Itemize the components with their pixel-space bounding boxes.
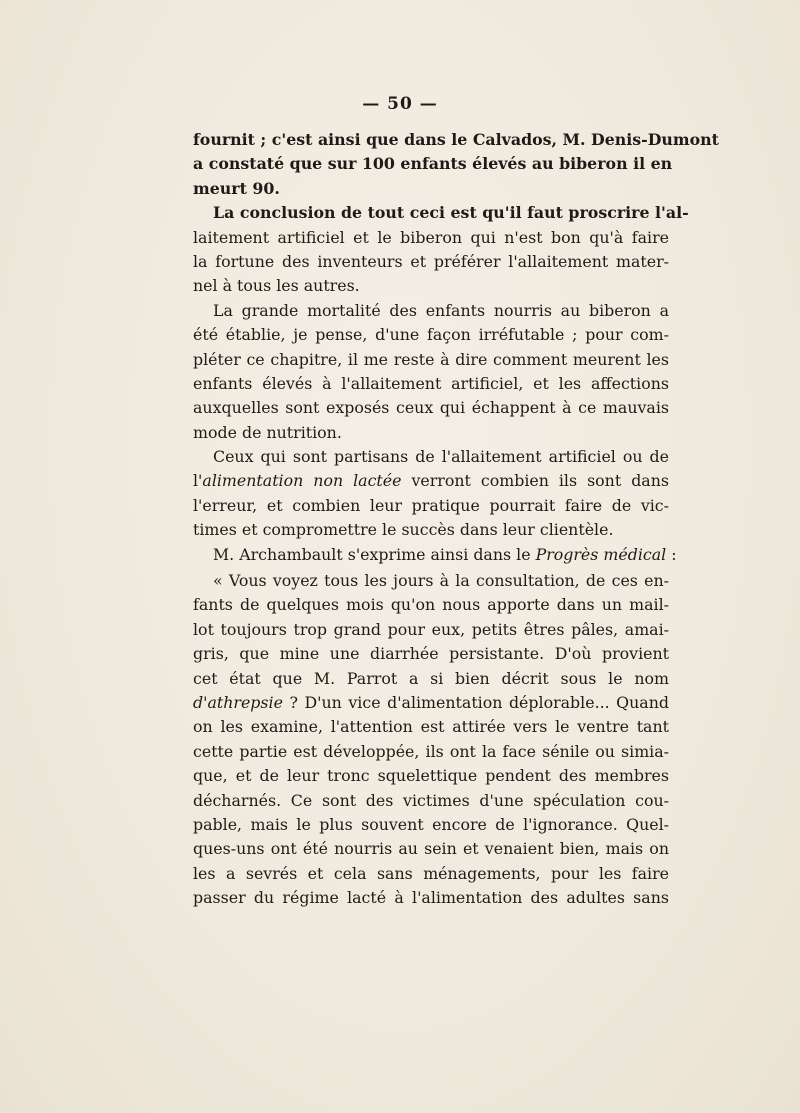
text-line: meurt 90.	[193, 178, 280, 198]
journal-title: Progrès médical	[535, 544, 667, 564]
text-line: passer du régime lacté à l'alimentation des adultes sans	[193, 888, 669, 908]
text-span: M. Archambault s'exprime ainsi dans le	[213, 544, 536, 564]
text-line: Ceux qui sont partisans de l'allaitement artificiel ou de	[213, 447, 669, 467]
text-line: La conclusion de tout ceci est qu'il faut proscrire l'al-	[213, 203, 689, 223]
text-span: l'	[193, 471, 203, 491]
text-line: nel à tous les autres.	[193, 276, 360, 296]
text-line: « Vous voyez tous les jours à la consultation, de ces en-	[213, 571, 669, 591]
text-line: l'erreur, et combien leur pratique pourrait faire de vic-	[193, 495, 669, 515]
text-line: été établie, je pense, d'une façon irréfutable ; pour com-	[193, 325, 669, 345]
text-line: gris, que mine une diarrhée persistante. D'où provient	[193, 644, 669, 664]
text-line: cet état que M. Parrot a si bien décrit sous le nom	[193, 668, 669, 688]
text-line: que, et de leur tronc squelettique pendent des membres	[193, 766, 669, 786]
page-number: — 50 —	[362, 94, 438, 114]
text-span: :	[666, 544, 677, 564]
text-line: La grande mortalité des enfants nourris au biberon a	[213, 300, 669, 320]
text-line: enfants élevés à l'allaitement artificiel, et les affections	[193, 373, 669, 393]
paragraph	[193, 543, 677, 567]
text-line: auxquelles sont exposés ceux qui échappent à ce mauvais	[193, 398, 669, 418]
text-line: pléter ce chapitre, il me reste à dire comment meurent les	[193, 349, 669, 369]
text-line: lot toujours trop grand pour eux, petits êtres pâles, amai-	[193, 619, 669, 639]
text-span: verront combien ils sont dans	[401, 471, 670, 491]
paragraph	[193, 299, 669, 445]
text-line	[193, 691, 669, 715]
text-line: fants de quelques mois qu'on nous apporte dans un mail-	[193, 595, 669, 615]
paragraph	[193, 445, 669, 543]
quotation-paragraph	[193, 569, 669, 910]
text-line: pable, mais le plus souvent encore de l'ignorance. Quel-	[193, 814, 669, 834]
text-line: on les examine, l'attention est attirée vers le ventre tant	[193, 717, 669, 737]
text-line: times et compromettre le succès dans leur clientèle.	[193, 520, 614, 540]
italic-term: d'athrepsie	[193, 692, 283, 712]
paragraph	[193, 128, 719, 201]
text-span: ? D'un vice d'alimentation déplorable... Quand	[282, 692, 669, 712]
text-line: les a sevrés et cela sans ménagements, pour les faire	[193, 863, 669, 883]
text-line: a constaté que sur 100 enfants élevés au biberon il en	[193, 154, 673, 174]
text-line	[193, 469, 669, 493]
text-line: la fortune des inventeurs et préférer l'allaitement mater-	[193, 251, 669, 271]
italic-term: alimentation non lactée	[202, 471, 402, 491]
text-line: mode de nutrition.	[193, 422, 342, 442]
text-line	[193, 543, 677, 567]
text-line: ques-uns ont été nourris au sein et venaient bien, mais on	[193, 839, 669, 859]
text-line: cette partie est développée, ils ont la face sénile ou simia-	[193, 741, 669, 761]
text-line: décharnés. Ce sont des victimes d'une spéculation cou-	[193, 790, 669, 810]
body-text	[193, 128, 719, 911]
text-line: laitement artificiel et le biberon qui n'est bon qu'à faire	[193, 227, 669, 247]
text-line: fournit ; c'est ainsi que dans le Calvados, M. Denis-Dumont	[193, 130, 719, 149]
paragraph	[193, 201, 689, 299]
